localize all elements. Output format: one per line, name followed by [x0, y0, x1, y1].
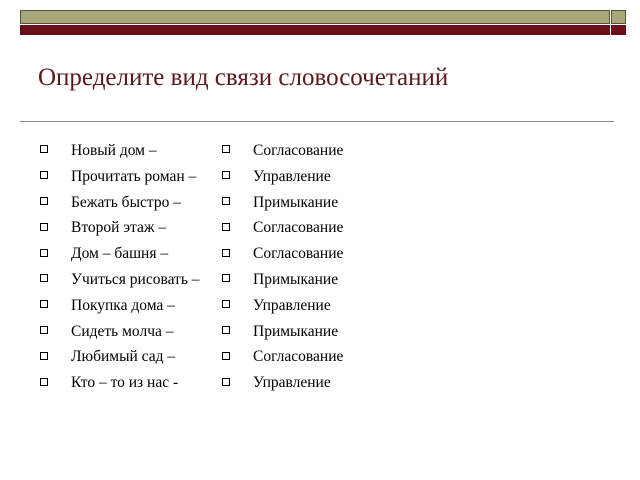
- hollow-square-bullet-icon: [40, 274, 48, 282]
- accent-bar-divider: [610, 25, 611, 35]
- phrase-item: [40, 138, 200, 164]
- phrase-text: Любимый сад –: [71, 348, 176, 366]
- answer-text: Управление: [253, 167, 331, 185]
- answer-text: Примыкание: [253, 322, 339, 340]
- answer-item: [222, 293, 343, 319]
- decorative-top-bar: [20, 10, 610, 24]
- phrase-item: [40, 370, 200, 396]
- answer-text: Согласование: [253, 142, 344, 159]
- hollow-square-bullet-icon: [40, 300, 48, 308]
- phrase-text: Бежать быстро –: [71, 193, 181, 211]
- hollow-square-bullet-icon: [222, 145, 230, 153]
- answer-item: [222, 138, 343, 164]
- answers-list: [222, 138, 343, 396]
- answer-item: [222, 319, 343, 345]
- phrase-text: Покупка дома –: [71, 296, 175, 314]
- hollow-square-bullet-icon: [40, 249, 48, 257]
- phrase-item: [40, 164, 200, 190]
- answer-item: [222, 190, 343, 216]
- answer-item: [222, 241, 343, 267]
- answer-text: Управление: [253, 374, 331, 392]
- title-divider: [20, 121, 614, 122]
- phrase-text: Кто – то из нас -: [71, 374, 179, 392]
- answer-item: [222, 267, 343, 293]
- phrase-text: Сидеть молча –: [71, 322, 174, 340]
- answer-item: [222, 344, 343, 370]
- phrase-item: [40, 241, 200, 267]
- decorative-top-square: [611, 10, 626, 24]
- answer-text: Согласование: [253, 219, 344, 237]
- phrase-text: Прочитать роман –: [71, 167, 197, 185]
- hollow-square-bullet-icon: [40, 378, 48, 386]
- hollow-square-bullet-icon: [222, 274, 230, 282]
- answer-text: Управление: [253, 296, 331, 314]
- answer-item: [222, 215, 343, 241]
- phrase-text: Учиться рисовать –: [71, 270, 200, 288]
- hollow-square-bullet-icon: [222, 378, 230, 386]
- phrase-item: [40, 267, 200, 293]
- hollow-square-bullet-icon: [40, 171, 48, 179]
- phrase-text: Дом – башня –: [71, 245, 169, 263]
- answer-text: Примыкание: [253, 193, 339, 211]
- hollow-square-bullet-icon: [40, 326, 48, 334]
- hollow-square-bullet-icon: [222, 352, 230, 360]
- decorative-accent-bar: [20, 25, 626, 35]
- phrase-text: Второй этаж –: [71, 219, 167, 237]
- phrase-item: [40, 319, 200, 345]
- answer-item: [222, 370, 343, 396]
- phrase-item: [40, 215, 200, 241]
- hollow-square-bullet-icon: [222, 326, 230, 334]
- answer-text: Согласование: [253, 245, 344, 263]
- phrase-item: [40, 190, 200, 216]
- slide-title: Определите вид связи словосочетаний: [38, 64, 449, 91]
- hollow-square-bullet-icon: [222, 249, 230, 257]
- phrase-item: [40, 344, 200, 370]
- answer-text: Примыкание: [253, 270, 339, 288]
- hollow-square-bullet-icon: [40, 197, 48, 205]
- hollow-square-bullet-icon: [222, 171, 230, 179]
- hollow-square-bullet-icon: [40, 223, 48, 231]
- hollow-square-bullet-icon: [40, 352, 48, 360]
- phrase-item: [40, 293, 200, 319]
- hollow-square-bullet-icon: [222, 197, 230, 205]
- answer-item: [222, 164, 343, 190]
- phrase-text: Новый дом –: [71, 142, 157, 159]
- hollow-square-bullet-icon: [40, 145, 48, 153]
- hollow-square-bullet-icon: [222, 300, 230, 308]
- answer-text: Согласование: [253, 348, 344, 366]
- hollow-square-bullet-icon: [222, 223, 230, 231]
- phrases-list: [40, 138, 200, 396]
